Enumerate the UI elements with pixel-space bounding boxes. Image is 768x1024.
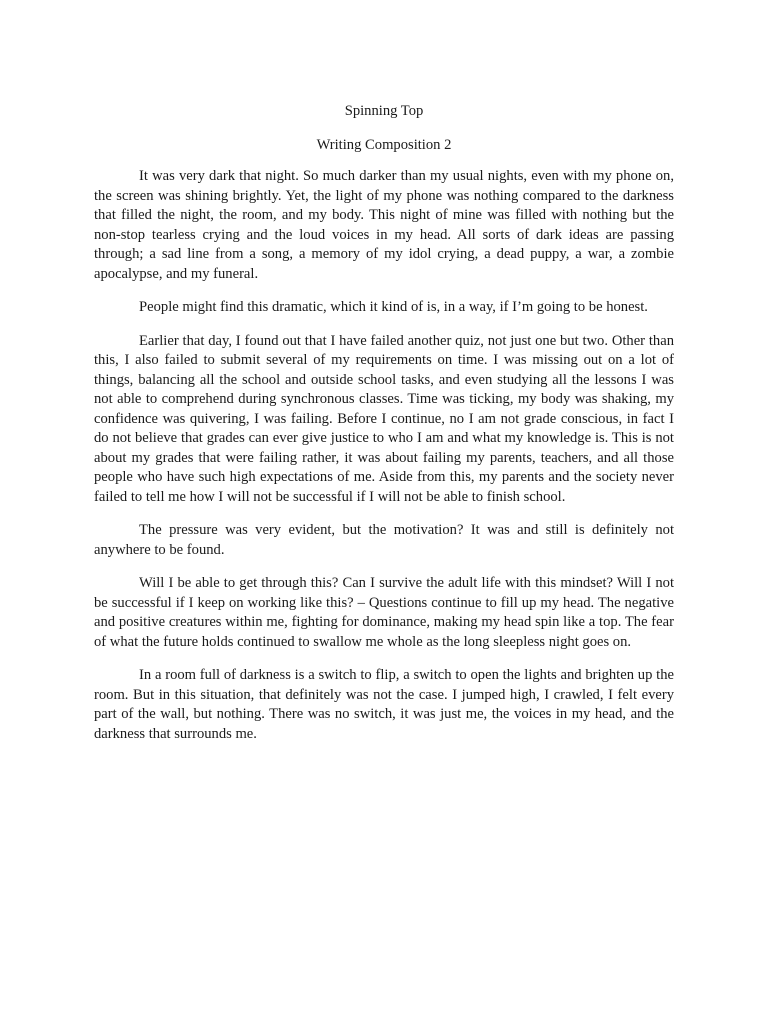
document-subtitle: Writing Composition 2 [316,137,452,153]
paragraph: In a room full of darkness is a switch to flip, a switch to open the lights and brighten up the room. But in this situation, that definitely was not the case. I jumped high, I crawled, I felt every part of the wall, but nothing. There was no switch, it was just me, the voices in my head, and the darkness that surrounds me. [94,667,674,742]
document-body [94,167,674,758]
document-title: Spinning Top [344,103,424,119]
paragraph: Will I be able to get through this? Can I survive the adult life with this mindset? Will I not be successful if I keep on working like this? – Questions continue to fill up my head. The negative and positive creatures within me, fighting for dominance, making my head spin like a top. The fear of what the future holds continued to swallow me whole as the long sleepless night goes on. [94,575,674,650]
paragraph: The pressure was very evident, but the motivation? It was and still is definitely not anywhere to be found. [94,522,674,558]
paragraph: It was very dark that night. So much darker than my usual nights, even with my phone on, the screen was shining brightly. Yet, the light of my phone was nothing compared to the darkness that filled the night, the room, and my body. This night of mine was filled with nothing but the non-stop tearless crying and the loud voices in my head. All sorts of dark ideas are passing through; a sad line from a song, a memory of my idol crying, a dead puppy, a war, a zombie apocalypse, and my funeral. [94,168,674,282]
paragraph: People might find this dramatic, which it kind of is, in a way, if I’m going to be honest. [139,299,648,315]
paragraph: Earlier that day, I found out that I have failed another quiz, not just one but two. Other than this, I also failed to submit several of my requirements on time. I was missing out on a lot of things, balancing all the school and outside school tasks, and even studying all the lessons I was not able to comprehend during synchronous classes. Time was ticking, my body was shaking, my confidence was quivering, I was failing. Before I continue, no I am not grade conscious, in fact I do not believe that grades can ever give justice to who I am and what my knowledge is. This is not about my grades that were failing rather, it was about failing my parents, teachers, and all those people who have such high expectations of me. Aside from this, my parents and the society never failed to tell me how I will not be successful if I will not be able to finish school. [94,332,674,505]
